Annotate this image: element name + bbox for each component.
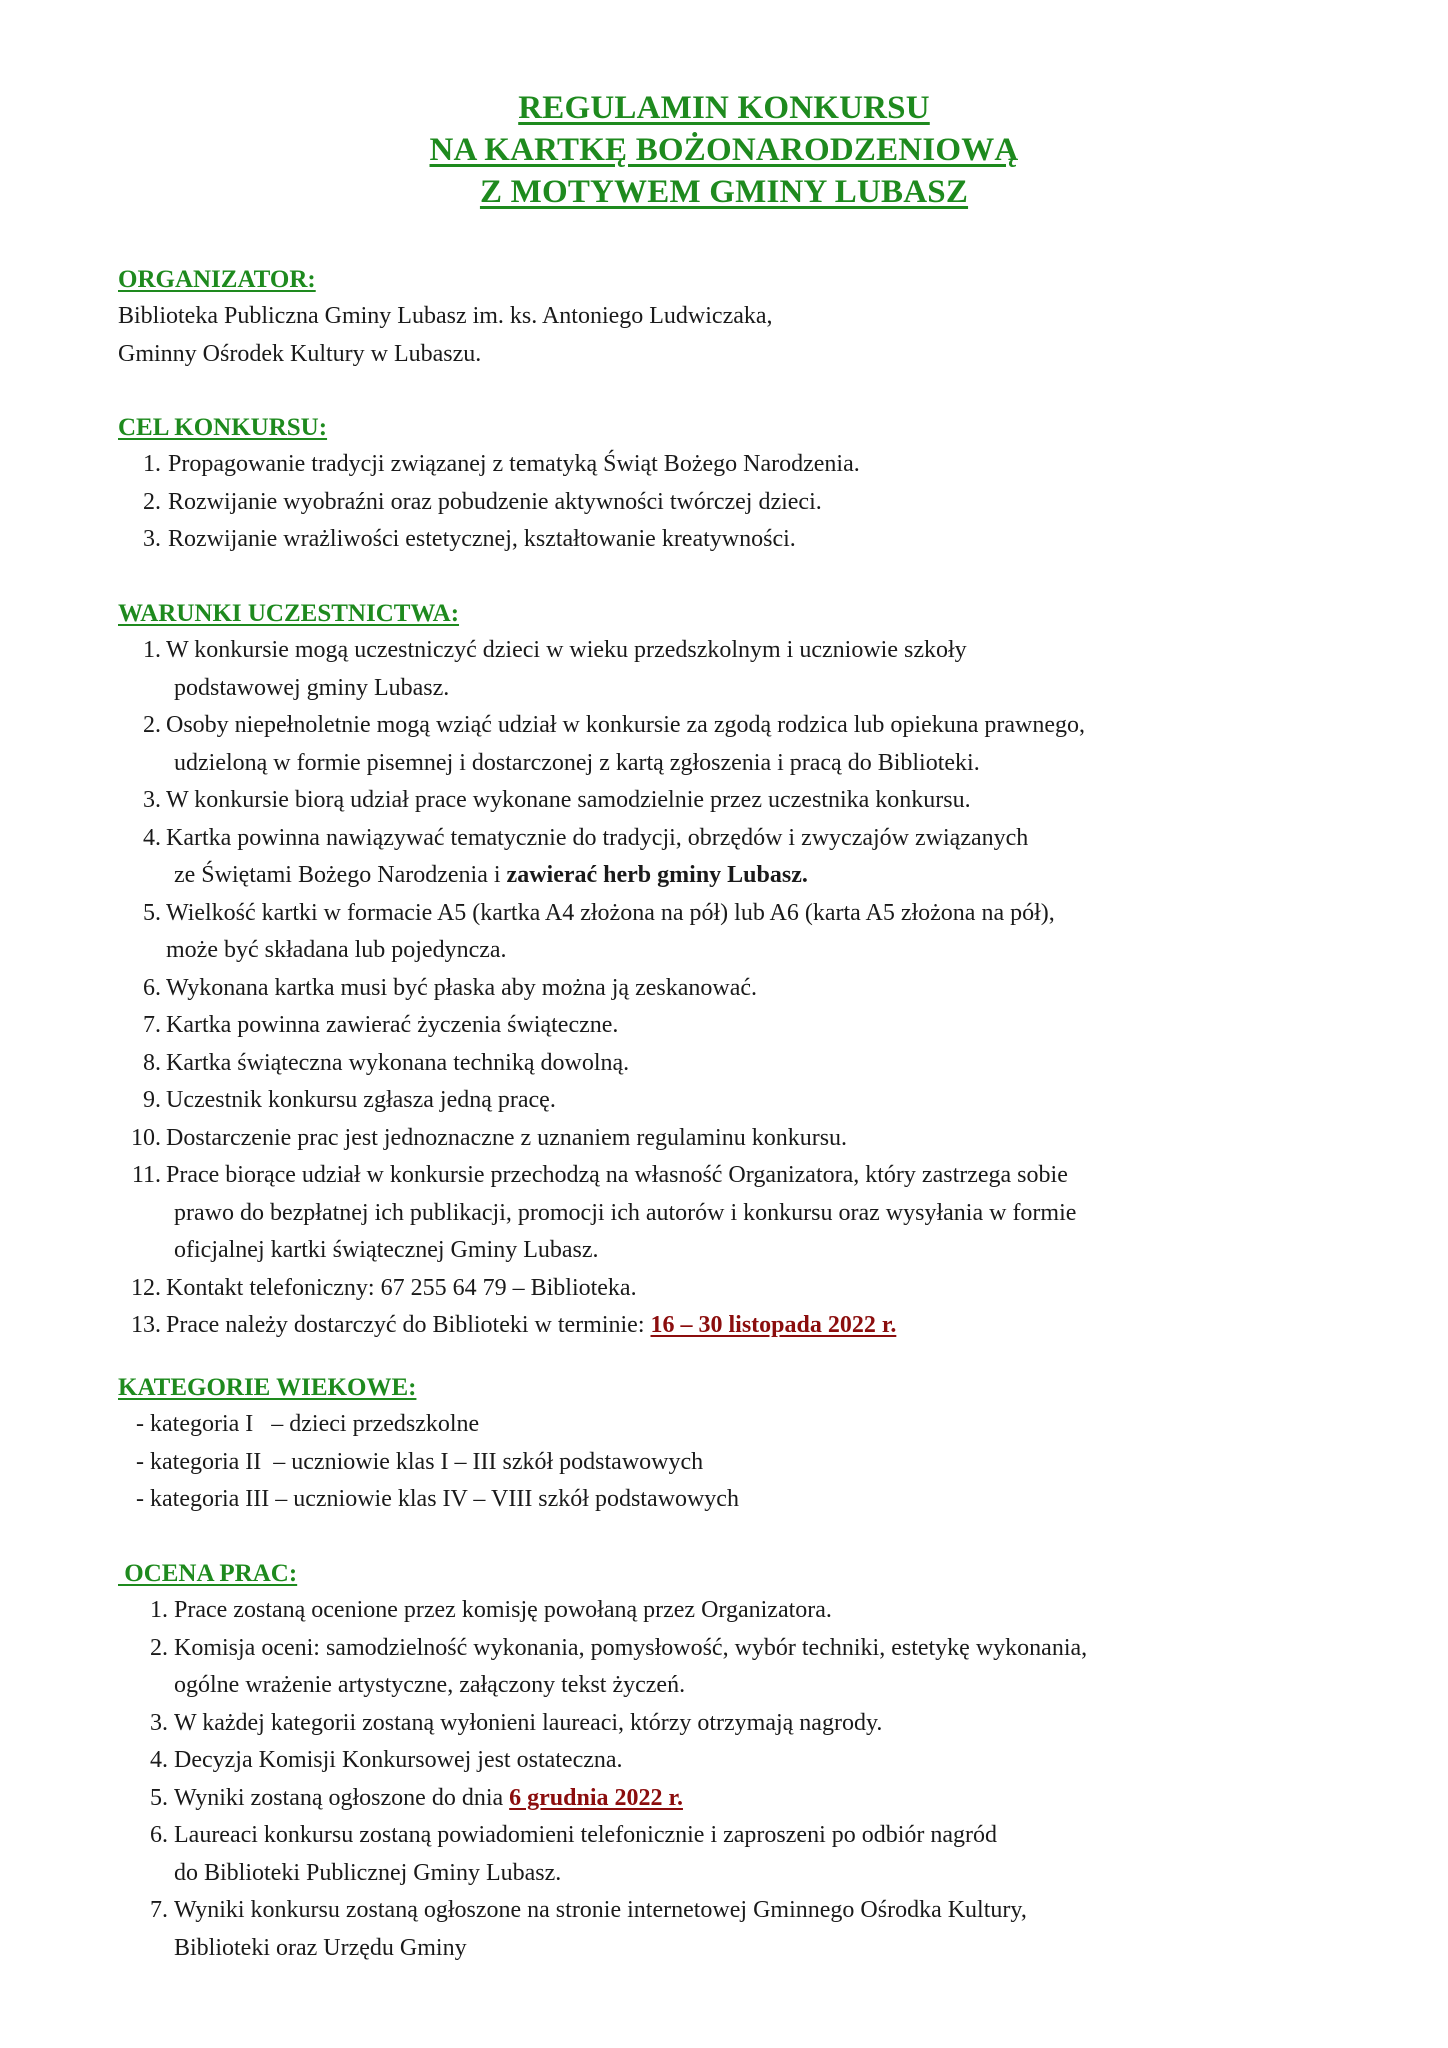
evaluation-section [118, 1556, 1388, 1967]
goal-heading: CEL KONKURSU: [118, 414, 328, 441]
list-item: 4. Decyzja Komisji Konkursowej jest ostateczna. [150, 1747, 623, 1773]
organizer-line: Biblioteka Publiczna Gminy Lubasz im. ks. Antoniego Ludwiczaka, [118, 303, 773, 329]
list-item: 1. Prace zostaną ocenione przez komisję powołaną przez Organizatora. [150, 1597, 832, 1623]
list-item-continuation: Biblioteki oraz Urzędu Gminy [174, 1934, 467, 1961]
list-item-continuation: prawo do bezpłatnej ich publikacji, promocji ich autorów i konkursu oraz wysyłania w formie [174, 1199, 1077, 1226]
list-item-continuation: ogólne wrażenie artystyczne, załączony tekst życzeń. [174, 1672, 686, 1698]
list-item: 3. W każdej kategorii zostaną wyłonieni laureaci, którzy otrzymają nagrody. [150, 1709, 883, 1736]
list-item: 6. Laureaci konkursu zostaną powiadomieni telefonicznie i zaproszeni po odbiór nagród [150, 1822, 998, 1848]
list-item-continuation: oficjalnej kartki świątecznej Gminy Lubasz. [174, 1237, 599, 1263]
list-item-continuation: może być składana lub pojedyncza. [166, 937, 507, 963]
list-item: 6. Wykonana kartka musi być płaska aby można ją zeskanować. [143, 974, 757, 1001]
list-item: 4. Kartka powinna nawiązywać tematycznie do tradycji, obrzędów i zwyczajów związanych [143, 824, 1029, 851]
goal-section [118, 410, 1388, 559]
list-item-continuation: udzieloną w formie pisemnej i dostarczonej z kartą zgłoszenia i pracą do Biblioteki. [174, 749, 980, 776]
submission-deadline: 16 – 30 listopada 2022 r. [650, 1312, 897, 1338]
organizer-heading: ORGANIZATOR: [118, 266, 316, 293]
list-item: 5. Wyniki zostaną ogłoszone do dnia 6 grudnia 2022 r. [150, 1784, 683, 1811]
list-item: 1. Propagowanie tradycji związanej z tematyką Świąt Bożego Narodzenia. [143, 451, 860, 477]
results-date: 6 grudnia 2022 r. [509, 1784, 683, 1811]
category-item: - kategoria I – dzieci przedszkolne [136, 1411, 480, 1437]
list-item: 2. Komisja oceni: samodzielność wykonania, pomysłowość, wybór techniki, estetykę wykonania, [150, 1634, 1088, 1661]
organizer-line: Gminny Ośrodek Kultury w Lubaszu. [118, 340, 482, 367]
title-line-1: REGULAMIN KONKURSU [518, 90, 930, 126]
list-item: 11. Prace biorące udział w konkursie przechodzą na własność Organizatora, który zastrzega sobie [131, 1162, 1068, 1188]
categories-section [118, 1370, 1388, 1519]
list-item-continuation: podstawowej gminy Lubasz. [174, 674, 450, 701]
title-line-3: Z MOTYWEM GMINY LUBASZ [479, 174, 969, 210]
category-item: - kategoria II – uczniowie klas I – III szkół podstawowych [136, 1448, 704, 1475]
list-item: 3. Rozwijanie wrażliwości estetycznej, kształtowanie kreatywności. [143, 526, 796, 552]
list-item: 7. Kartka powinna zawierać życzenia świąteczne. [143, 1012, 619, 1038]
title-line-2: NA KARTKĘ BOŻONARODZENIOWĄ [429, 132, 1019, 168]
categories-heading: KATEGORIE WIEKOWE: [118, 1374, 417, 1401]
emphasis-text: zawierać herb gminy Lubasz. [506, 862, 808, 888]
list-item-continuation: do Biblioteki Publicznej Gminy Lubasz. [174, 1859, 562, 1886]
organizer-section [118, 262, 1388, 373]
list-item: 2. Rozwijanie wyobraźni oraz pobudzenie aktywności twórczej dzieci. [143, 488, 822, 515]
list-item: 12. Kontakt telefoniczny: 67 255 64 79 – Biblioteka. [131, 1274, 637, 1301]
list-item: 1. W konkursie mogą uczestniczyć dzieci w wieku przedszkolnym i uczniowie szkoły [143, 637, 967, 663]
list-item-continuation: ze Świętami Bożego Narodzenia i zawierać herb gminy Lubasz. [174, 862, 808, 888]
conditions-heading: WARUNKI UCZESTNICTWA: [118, 600, 460, 627]
evaluation-heading: OCENA PRAC: [118, 1560, 298, 1587]
list-item: 3. W konkursie biorą udział prace wykonane samodzielnie przez uczestnika konkursu. [143, 787, 971, 813]
conditions-section [118, 596, 1388, 1345]
document-title [0, 88, 1448, 214]
list-item: 8. Kartka świąteczna wykonana techniką dowolną. [143, 1049, 630, 1076]
list-item: 9. Uczestnik konkursu zgłasza jedną pracę. [143, 1087, 556, 1113]
list-item: 5. Wielkość kartki w formacie A5 (kartka A4 złożona na pół) lub A6 (karta A5 złożona na pół), [143, 899, 1055, 926]
list-item: 10. Dostarczenie prac jest jednoznaczne z uznaniem regulaminu konkursu. [131, 1124, 848, 1151]
list-item: 7. Wyniki konkursu zostaną ogłoszone na stronie internetowej Gminnego Ośrodka Kultury, [150, 1897, 1027, 1923]
category-item: - kategoria III – uczniowie klas IV – VIII szkół podstawowych [136, 1486, 739, 1512]
list-item: 2. Osoby niepełnoletnie mogą wziąć udział w konkursie za zgodą rodzica lub opiekuna prawnego, [143, 712, 1086, 738]
list-item: 13. Prace należy dostarczyć do Biblioteki w terminie: 16 – 30 listopada 2022 r. [131, 1312, 897, 1338]
